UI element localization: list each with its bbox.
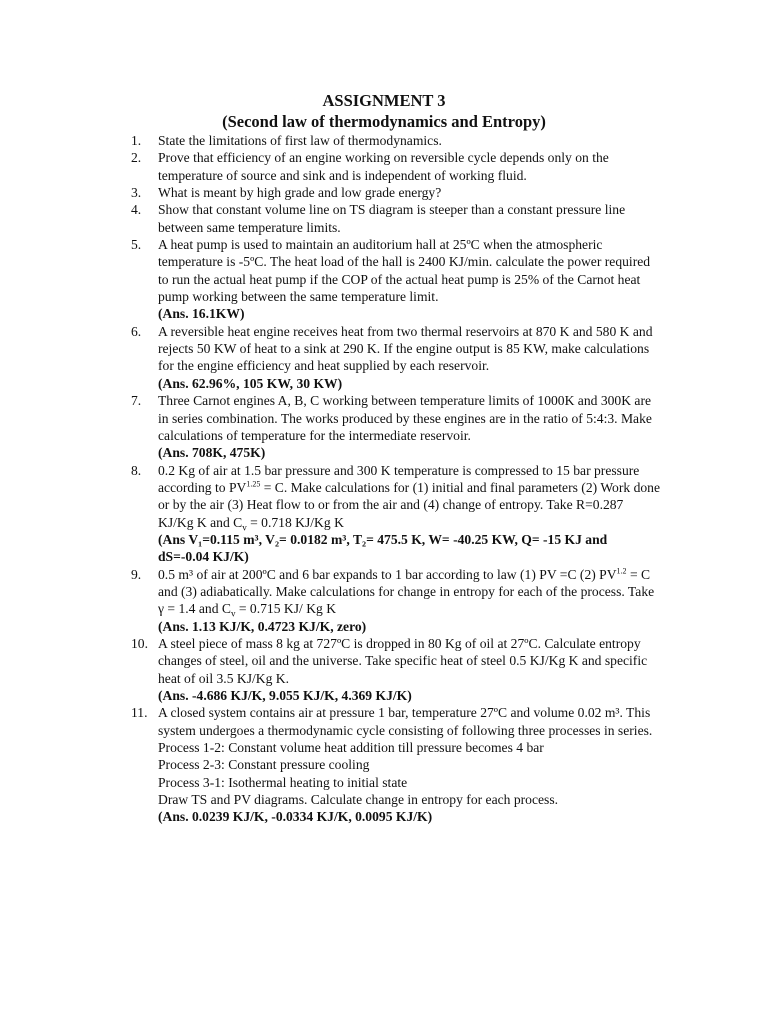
exponent: 1.25 [246,479,261,489]
question-11 [131,704,661,825]
question-answer: (Ans. -4.686 KJ/K, 9.055 KJ/K, 4.369 KJ/K) [158,688,412,703]
question-answer: (Ans. 708K, 475K) [158,445,266,461]
question-text: Prove that efficiency of an engine working on reversible cycle depends only on the temperature of source and sink and is independent of working fluid. [158,150,609,183]
process-line: Process 1-2: Constant volume heat addition till pressure becomes 4 bar [158,740,544,756]
assignment-title: ASSIGNMENT 3 [322,91,446,110]
question-number: 6. [131,323,142,339]
question-text: A heat pump is used to maintain an auditorium hall at 25ºC when the atmospheric temperature is -5ºC. The heat load of the hall is 2400 KJ/min. calculate the power required to run the actual heat pump if the COP of the actual heat pump is 25% of the Carnot heat pump working between the same temperature limit. [158,237,651,305]
question-number: 3. [131,185,142,201]
assignment-subtitle: (Second law of thermodynamics and Entropy) [222,112,546,131]
question-answer: (Ans. 0.0239 KJ/K, -0.0334 KJ/K, 0.0095 KJ/K) [158,809,433,825]
question-number: 10. [131,635,148,651]
question-answer: (Ans. 16.1KW) [158,306,245,322]
process-line: Process 3-1: Isothermal heating to initial state [158,774,408,790]
question-4 [131,201,661,236]
question-text: Show that constant volume line on TS diagram is steeper than a constant pressure line between same temperature limits. [158,202,626,235]
process-line: Process 2-3: Constant pressure cooling [158,757,370,773]
question-10 [131,635,661,704]
question-list [131,132,661,826]
question-3 [131,184,661,201]
question-8 [131,462,661,566]
question-7 [131,392,661,461]
question-number: 2. [131,150,142,166]
question-5 [131,236,661,323]
question-answer: (Ans. 1.13 KJ/K, 0.4723 KJ/K, zero) [158,618,367,634]
question-text: What is meant by high grade and low grade energy? [158,185,442,201]
question-1 [131,132,661,149]
question-9 [131,566,661,635]
question-number: 4. [131,202,142,218]
question-number: 7. [131,393,142,409]
question-text: A steel piece of mass 8 kg at 727ºC is dropped in 80 Kg of oil at 27ºC. Calculate entropy changes of steel, oil and the universe. Take specific heat of steel 0.5 KJ/Kg K and specific heat of oil 3.5 KJ/Kg K. [158,635,648,686]
question-number: 9. [131,566,142,582]
exponent: 1.2 [616,566,627,576]
subscript: v [242,522,247,533]
instruction-line: Draw TS and PV diagrams. Calculate change in entropy for each process. [158,792,559,808]
question-number: 8. [131,462,142,478]
question-answer: (Ans. 62.96%, 105 KW, 30 KW) [158,375,343,391]
question-text: State the limitations of first law of thermodynamics. [158,133,442,148]
question-text: A reversible heat engine receives heat from two thermal reservoirs at 870 K and 580 K and rejects 50 KW of heat to a sink at 290 K. If the engine output is 85 KW, make calculations for the engine efficiency and heat supplied by each reservoir. [158,323,653,374]
question-2 [131,149,661,184]
question-number: 11. [131,705,148,721]
question-text: Three Carnot engines A, B, C working between temperature limits of 1000K and 300K are in series combination. The works produced by these engines are in the ratio of 5:4:3. Make calculations of temperature for the intermediate reservoir. [158,393,652,443]
question-text: 0.2 Kg of air at 1.5 bar pressure and 300 K temperature is compressed to 15 bar pressure according to $PV^{1.25} = C$. Make calculations for (1) initial and final parameters (2) Work done or by the air (3) Heat flow to or from the air and (4) change of entropy. Take R=0.287 KJ/Kg K and $C_v = 0.718$ KJ/Kg K [158,462,660,533]
question-number: 1. [131,133,142,148]
question-answer: (Ans V₁=0.115 m³, V₂= 0.0182 m³, T₂= 475.5 K, W= -40.25 KW, Q= -15 KJ and dS=-0.04 KJ/K) [158,531,608,565]
subscript: v [230,609,236,619]
question-text: 0.5 m³ of air at 200ºC and 6 bar expands to 1 bar according to law (1) PV =C (2) $PV^{1.2} = C$ and (3) adiabatically. Make calculations for change in entropy for each of the process. Take γ = 1.4 and $C_v = 0.715$ KJ/ Kg K [158,566,655,619]
question-number: 5. [131,237,142,253]
question-6 [131,323,661,392]
question-text: A closed system contains air at pressure 1 bar, temperature 27ºC and volume 0.02 m³. This system undergoes a thermodynamic cycle consisting of following three processes in series. [158,705,653,738]
